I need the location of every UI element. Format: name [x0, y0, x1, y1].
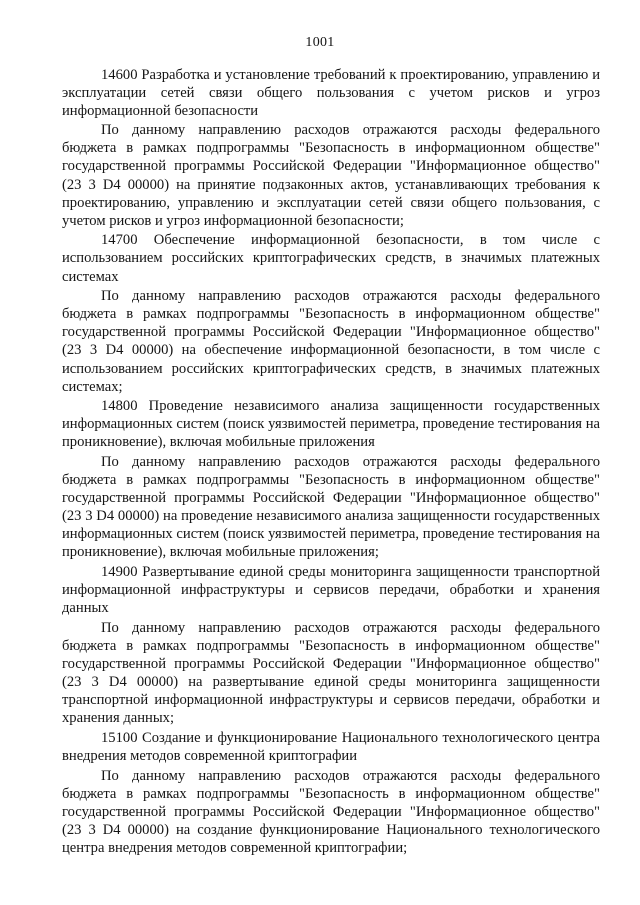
- section-description-14600: По данному направлению расходов отражаются расходы федерального бюджета в рамках подпрограммы "Безопасность в информационном обществе" государственной программы Российской Федерации "Информационное общество" (23 3 D4 00000) на принятие подзаконных актов, устанавливающих требования к проектированию, управлению и эксплуатации сетей связи общего пользования, с учетом рисков и угроз информационной безопасности;: [62, 122, 600, 229]
- section-heading-15100: 15100 Создание и функционирование Национального технологического центра внедрения методов современной криптографии: [62, 729, 600, 764]
- section-heading-14700: 14700 Обеспечение информационной безопасности, в том числе с использованием российских криптографических средств, в значимых платежных системах: [62, 232, 600, 285]
- section-description-14700: По данному направлению расходов отражаются расходы федерального бюджета в рамках подпрограммы "Безопасность в информационном обществе" государственной программы Российской Федерации "Информационное общество" (23 3 D4 00000) на обеспечение информационной безопасности, в том числе с использованием российских криптографических средств, в значимых платежных системах;: [62, 288, 600, 395]
- document-body: [62, 64, 600, 857]
- section-description-14800: По данному направлению расходов отражаются расходы федерального бюджета в рамках подпрограммы "Безопасность в информационном обществе" государственной программы Российской Федерации "Информационное общество" (23 3 D4 00000) на проведение независимого анализа защищенности государственных информационных систем (поиск уязвимостей периметра, проведение тестирования на проникновение), включая мобильные приложения;: [62, 453, 600, 561]
- section-heading-14800: 14800 Проведение независимого анализа защищенности государственных информационных систем (поиск уязвимостей периметра, проведение тестирования на проникновение), включая мобильные приложения: [62, 398, 600, 451]
- section-description-14900: По данному направлению расходов отражаются расходы федерального бюджета в рамках подпрограммы "Безопасность в информационном обществе" государственной программы Российской Федерации "Информационное общество" (23 3 D4 00000) на развертывание единой среды мониторинга защищенности транспортной информационной инфраструктуры и сервисов передачи, обработки и хранения данных;: [62, 619, 600, 727]
- page-number: 1001: [305, 35, 335, 50]
- section-heading-14900: 14900 Развертывание единой среды мониторинга защищенности транспортной информационной инфраструктуры и сервисов передачи, обработки и хранения данных: [62, 564, 600, 617]
- section-description-15100: По данному направлению расходов отражаются расходы федерального бюджета в рамках подпрограммы "Безопасность в информационном обществе" государственной программы Российской Федерации "Информационное общество" (23 3 D4 00000) на создание функционирование Национального технологического центра внедрения методов современной криптографии;: [62, 767, 600, 856]
- section-heading-14600: 14600 Разработка и установление требований к проектированию, управлению и эксплуатации сетей связи общего пользования с учетом рисков и угроз информационной безопасности: [62, 66, 600, 119]
